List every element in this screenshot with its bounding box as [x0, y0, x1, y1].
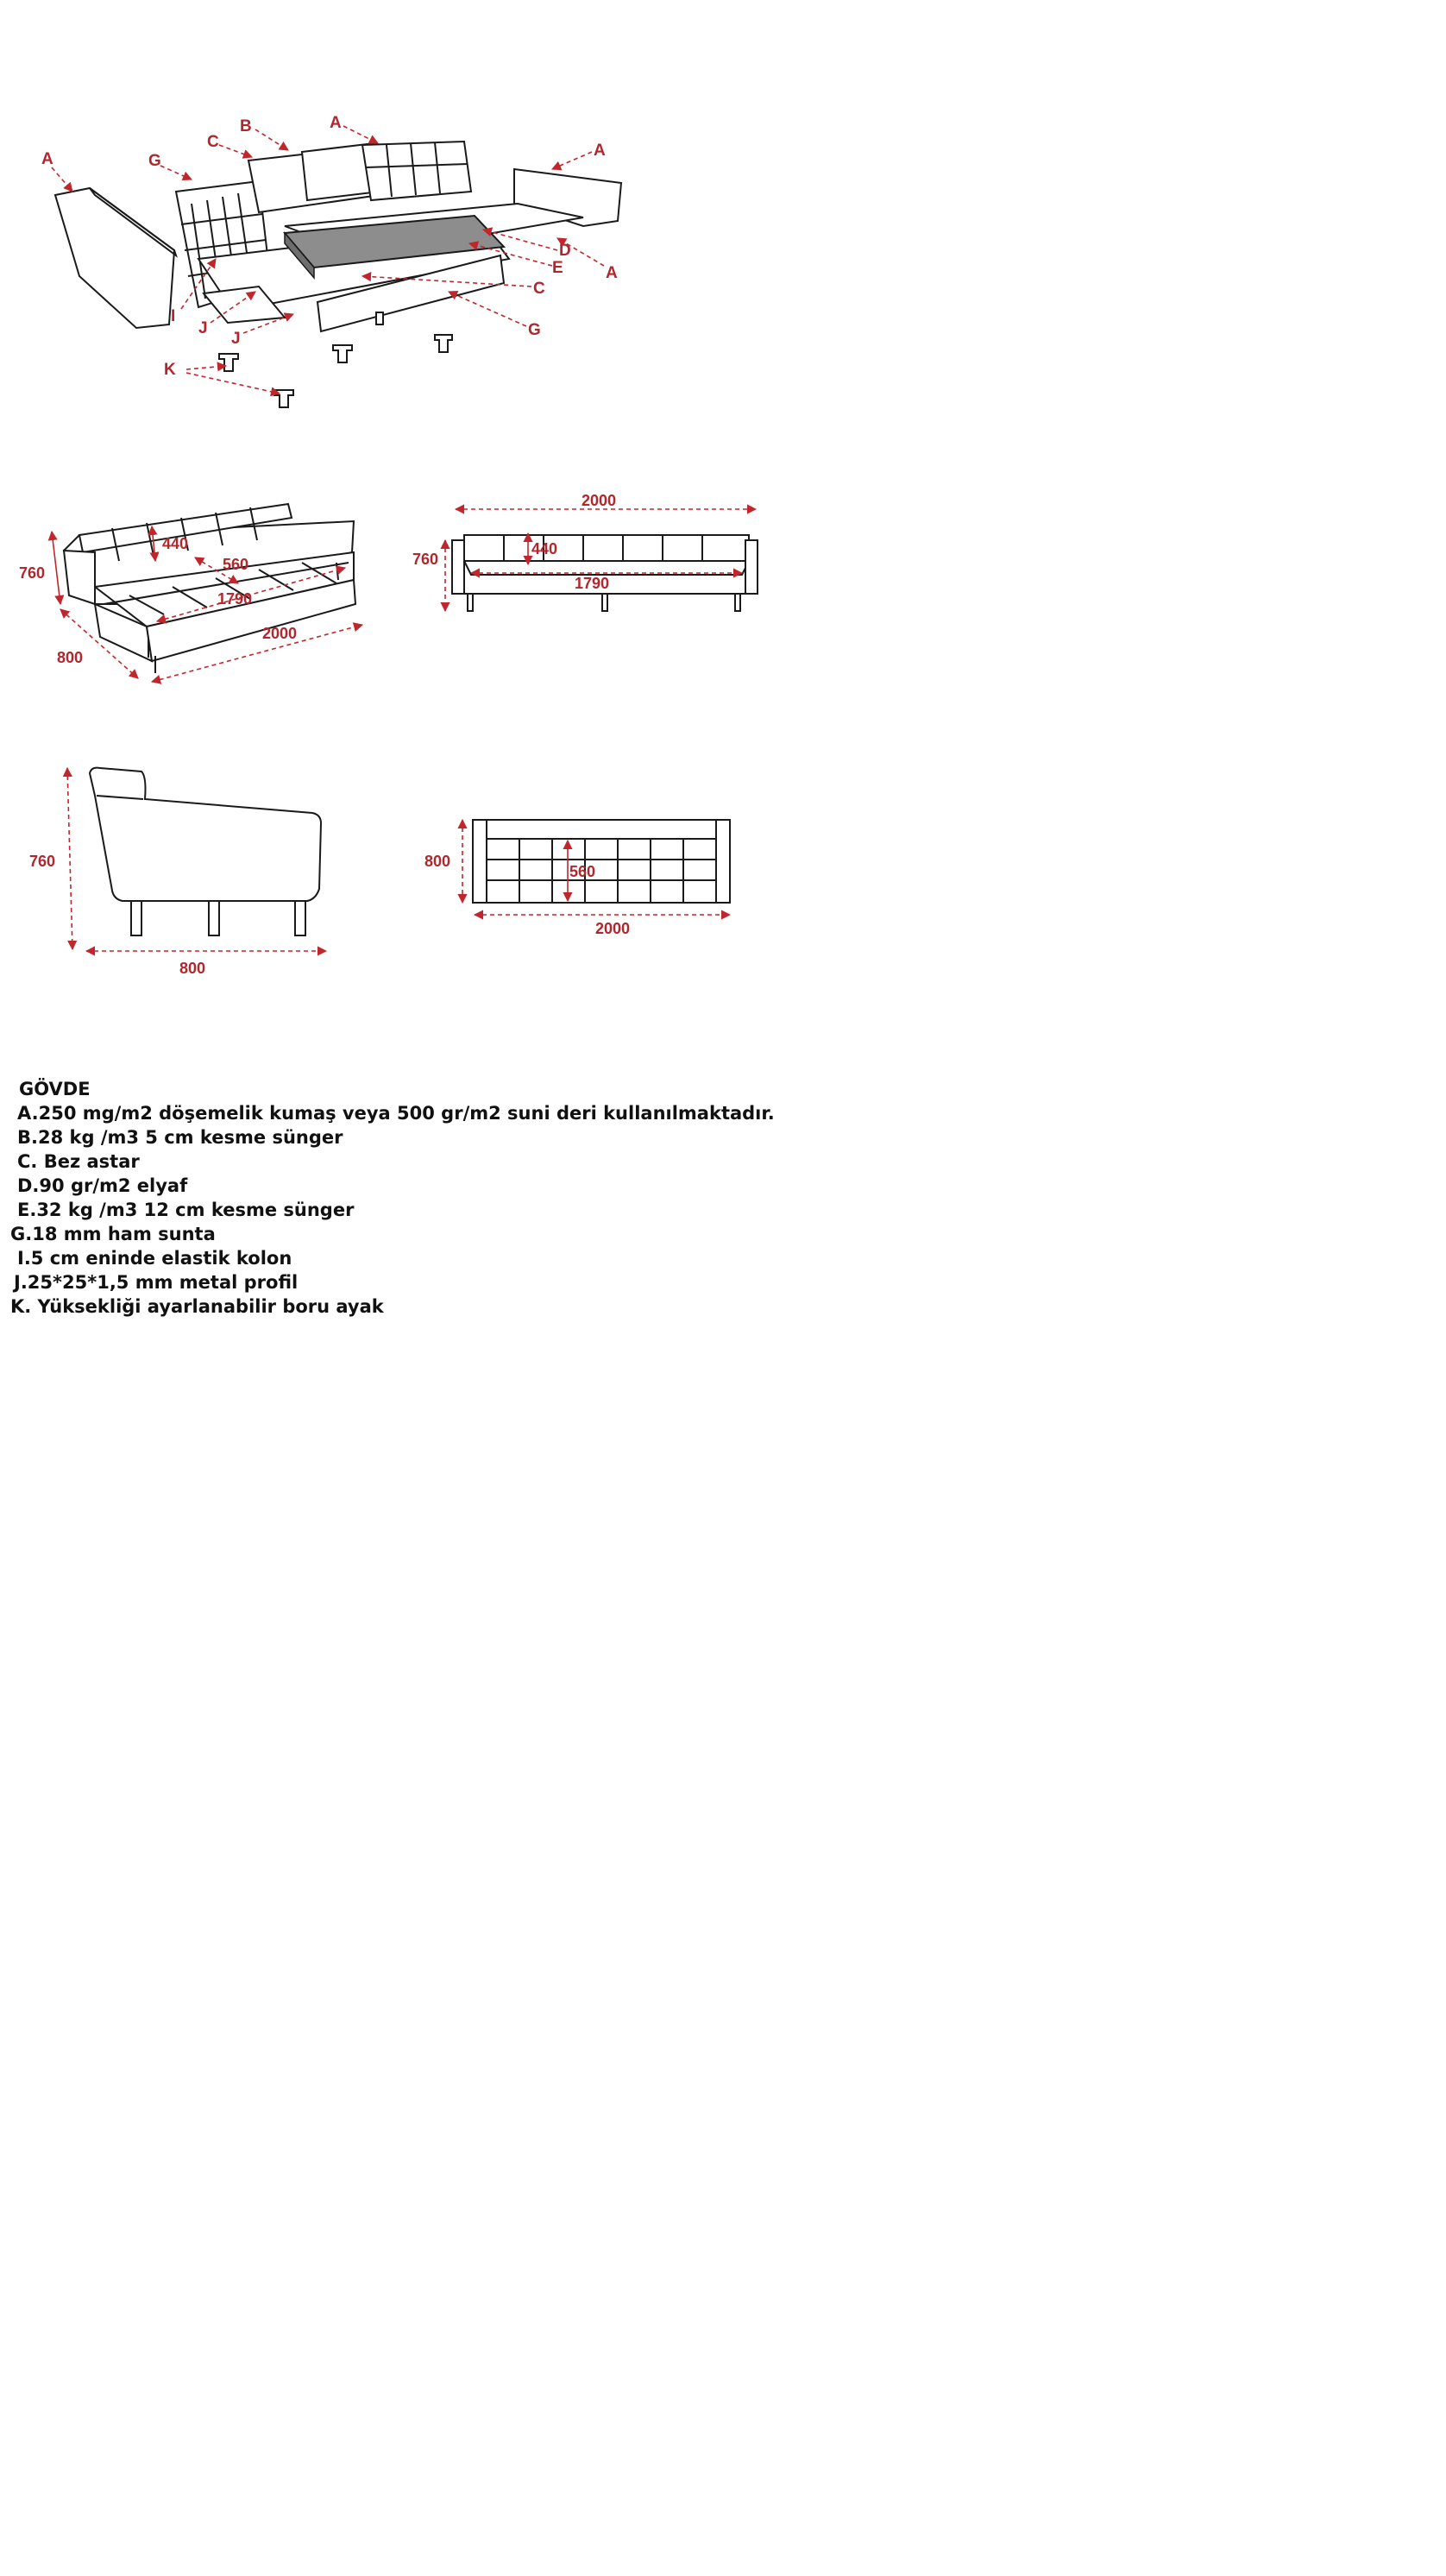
sofa-armrest-left	[64, 551, 95, 604]
label-b: B	[240, 117, 252, 135]
spec-list	[9, 1077, 958, 1319]
label-d: D	[559, 242, 571, 260]
spec-item-b: B.28 kg /m3 5 cm kesme sünger	[17, 1127, 343, 1148]
tufted-back	[362, 142, 471, 200]
label-a: A	[606, 264, 618, 282]
spec-item-k: K. Yüksekliği ayarlanabilir boru ayak	[10, 1296, 384, 1317]
top-view	[424, 820, 730, 937]
label-j: J	[231, 330, 241, 348]
dim-2000: 2000	[582, 492, 617, 509]
legs	[219, 335, 452, 407]
label-k: K	[164, 361, 176, 379]
dim-800: 800	[179, 960, 206, 977]
spec-item-g: G.18 mm ham sunta	[10, 1224, 216, 1244]
furniture-diagram	[0, 0, 1446, 1070]
dim-760: 760	[19, 564, 46, 582]
side-view	[29, 768, 326, 977]
label-i: I	[171, 307, 176, 325]
spec-item-c: C. Bez astar	[17, 1151, 140, 1172]
dim-800: 800	[57, 649, 84, 666]
dim-800: 800	[424, 853, 451, 870]
label-c: C	[533, 280, 545, 298]
label-a: A	[594, 142, 606, 160]
dim-1790: 1790	[575, 575, 610, 592]
label-c: C	[207, 133, 219, 151]
front-view	[412, 492, 758, 611]
label-g: G	[148, 152, 161, 170]
spec-item-e: E.32 kg /m3 12 cm kesme sünger	[17, 1200, 355, 1220]
spec-item-j: J.25*25*1,5 mm metal profil	[14, 1272, 299, 1293]
label-j: J	[198, 319, 208, 337]
spec-item-d: D.90 gr/m2 elyaf	[17, 1175, 188, 1196]
side-profile	[90, 768, 321, 901]
spec-item-i: I.5 cm eninde elastik kolon	[17, 1248, 292, 1269]
dim-560: 560	[569, 863, 596, 880]
label-e: E	[552, 259, 563, 277]
spec-item-a: A.250 mg/m2 döşemelik kumaş veya 500 gr/m2 suni deri kullanılmaktadır.	[17, 1103, 775, 1124]
dim-760: 760	[412, 551, 439, 568]
exploded-view	[41, 114, 621, 407]
perspective-view	[19, 504, 362, 682]
label-g: G	[528, 321, 541, 339]
dim-1790: 1790	[217, 590, 253, 608]
dim-2000: 2000	[262, 625, 298, 642]
label-a: A	[330, 114, 342, 132]
dim-440: 440	[162, 535, 189, 552]
dim-760: 760	[29, 853, 56, 870]
dim-560: 560	[223, 556, 249, 573]
dim-2000: 2000	[595, 920, 631, 937]
spec-heading: GÖVDE	[19, 1079, 91, 1099]
dim-440: 440	[531, 540, 558, 557]
label-a: A	[41, 150, 53, 168]
